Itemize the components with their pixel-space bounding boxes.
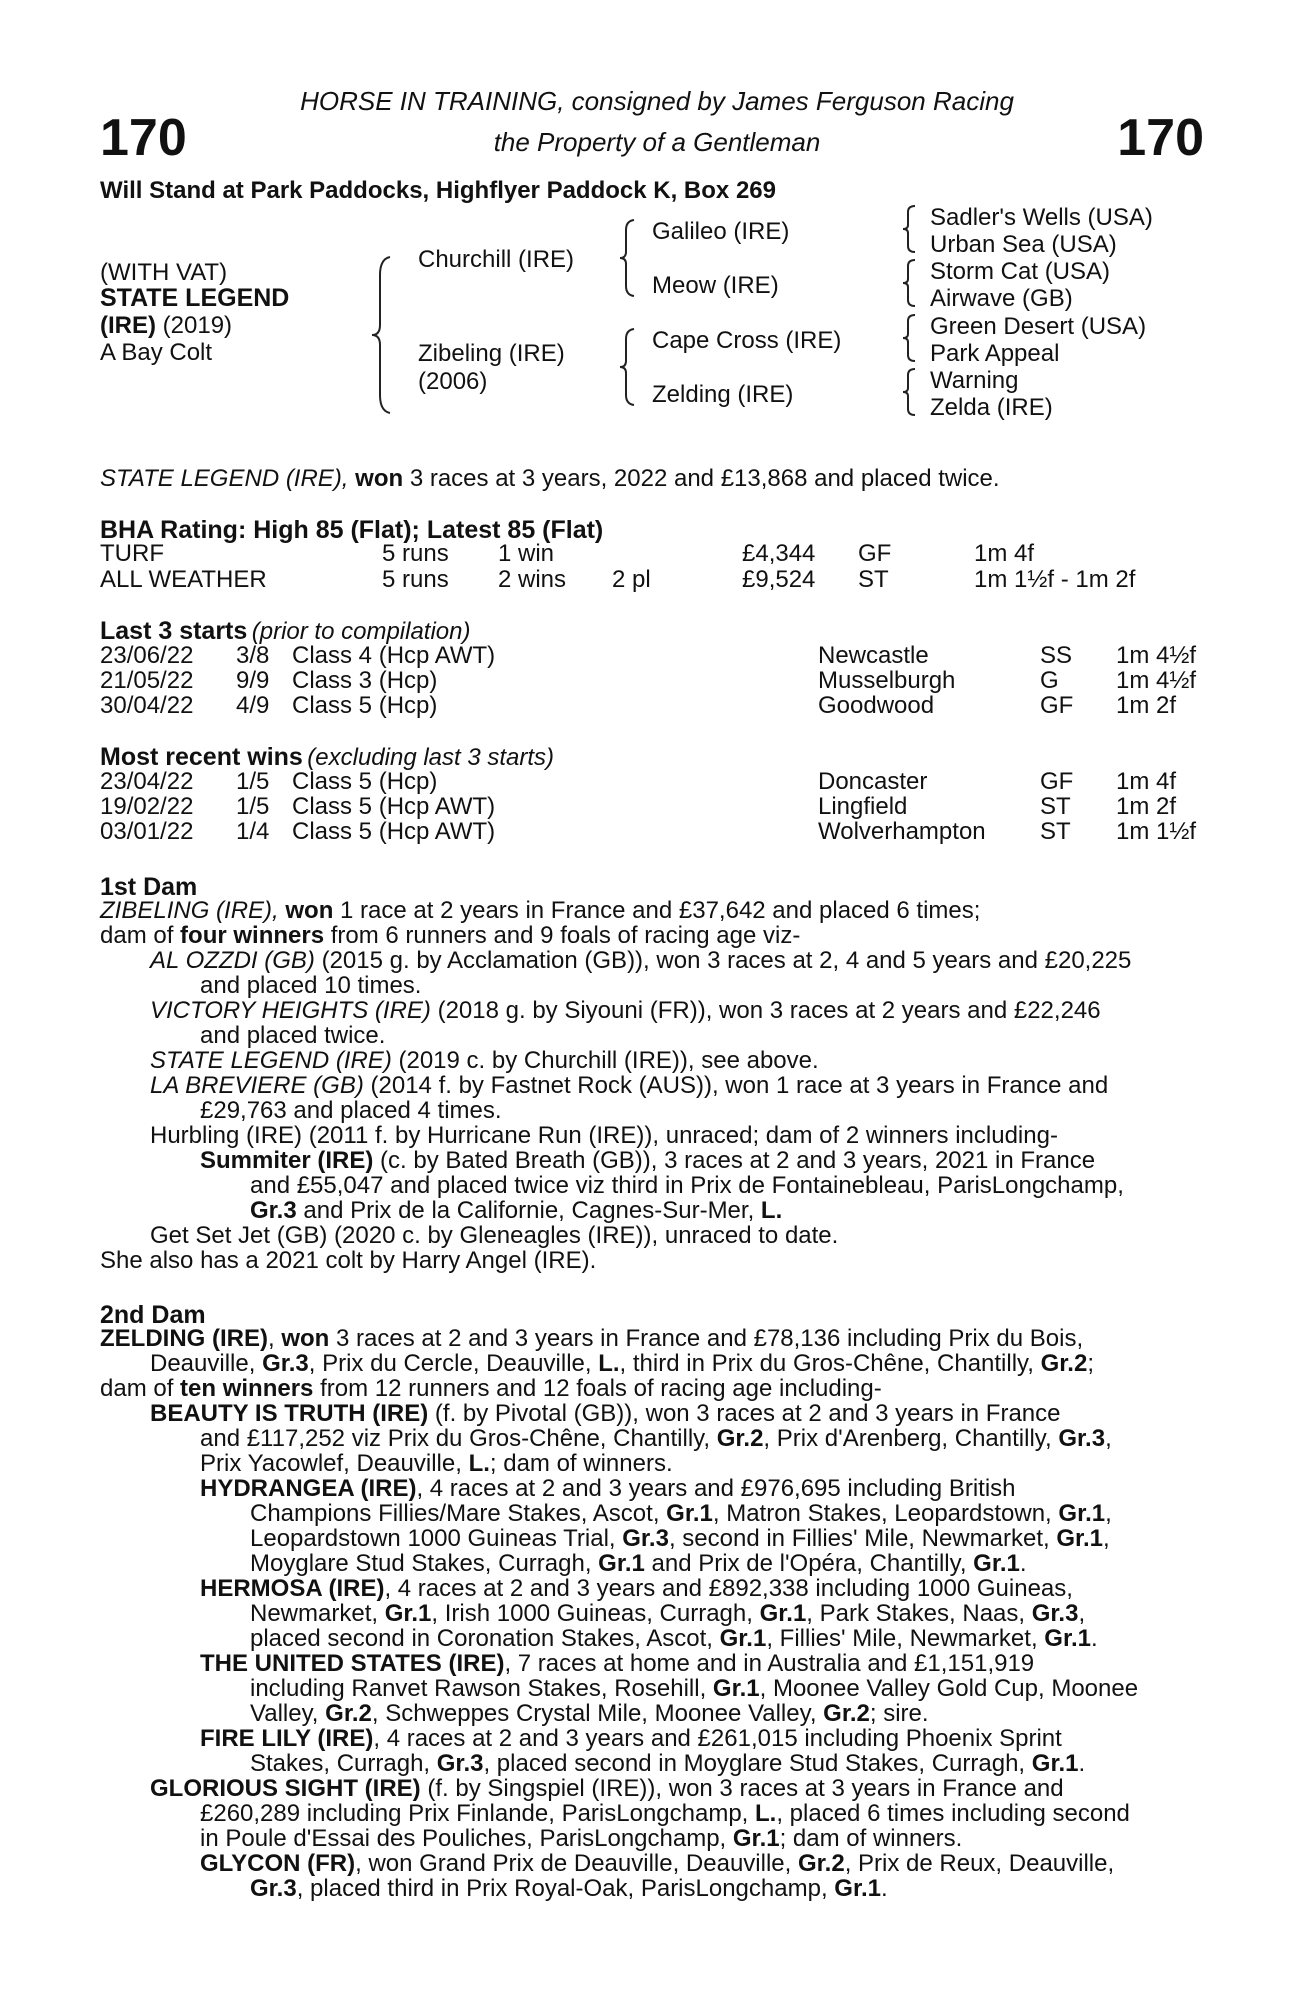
grade: Gr.1 — [1058, 1500, 1106, 1527]
race-text: , Moonee Valley Gold Cup, Moonee — [759, 1675, 1139, 1702]
start-distance: 1m 2f — [1116, 692, 1177, 719]
progeny-record: (2014 f. by Fastnet Rock (AUS)), won 1 race at 3 years in France and — [370, 1072, 1109, 1099]
progeny-line — [250, 1526, 1110, 1552]
foals-text: from 6 runners and 9 foals of racing age viz- — [330, 922, 801, 949]
progeny-line — [200, 1451, 673, 1477]
start-course: Newcastle — [818, 642, 929, 669]
race-text: Stakes, Curragh, — [250, 1750, 431, 1777]
dam: Zibeling (IRE) — [418, 340, 565, 367]
race-text: including Ranvet Rawson Stakes, Rosehill, — [250, 1675, 707, 1702]
progeny-name: VICTORY HEIGHTS (IRE) — [150, 997, 431, 1024]
progeny-line — [200, 1851, 1114, 1877]
win-class: Class 5 (Hcp AWT) — [292, 793, 496, 820]
race-text: and £117,252 viz Prix du Gros-Chêne, Chantilly, — [200, 1425, 711, 1452]
race-text: , Prix d'Arenberg, Chantilly, — [763, 1425, 1052, 1452]
second-dam-line — [100, 1376, 882, 1402]
progeny-line — [150, 1401, 1061, 1427]
win-position: 1/5 — [236, 793, 270, 820]
race-text: , Irish 1000 Guineas, Curragh, — [431, 1600, 753, 1627]
grade: Gr.3 — [1058, 1425, 1106, 1452]
start-date: 30/04/22 — [100, 692, 194, 719]
progeny-line: and placed 10 times. — [200, 972, 422, 999]
horse-name: STATE LEGEND — [100, 284, 290, 312]
punct: , — [1103, 1525, 1110, 1552]
progeny-record: (f. by Pivotal (GB)), won 3 races at 2 and 3 years in France — [434, 1400, 1061, 1427]
progeny-record: (c. by Bated Breath (GB)), 3 races at 2 and 3 years, 2021 in France — [380, 1147, 1096, 1174]
progeny-line — [250, 1751, 1085, 1777]
win-distance: 1m 2f — [1116, 793, 1177, 820]
grade: Gr.1 — [1056, 1525, 1104, 1552]
win-date: 19/02/22 — [100, 793, 194, 820]
race-text: and Prix de l'Opéra, Chantilly, — [651, 1550, 967, 1577]
summary-won: won — [355, 465, 404, 492]
progeny-line — [250, 1601, 1085, 1627]
progeny-line — [200, 1801, 1130, 1827]
start-class: Class 5 (Hcp) — [292, 692, 438, 719]
progeny-record: (2019 c. by Churchill (IRE)), see above. — [398, 1047, 819, 1074]
progeny-line — [200, 1576, 1073, 1602]
race-text: and Prix de la Californie, Cagnes-Sur-Mer, — [303, 1197, 755, 1224]
rating-distance: 1m 4f — [974, 540, 1035, 567]
winners-count: ten winners — [180, 1375, 314, 1402]
pedigree-brace-ss — [902, 204, 918, 254]
progeny-line: She also has a 2021 colt by Harry Angel (IRE). — [100, 1247, 597, 1274]
sire-sire-dam: Urban Sea (USA) — [930, 231, 1117, 258]
dam-dam: Zelding (IRE) — [652, 381, 794, 408]
race-text: Leopardstown 1000 Guineas Trial, — [250, 1525, 616, 1552]
grade: Gr.2 — [798, 1850, 845, 1877]
race-text: Champions Fillies/Mare Stakes, Ascot, — [250, 1500, 660, 1527]
punct: , — [1078, 1600, 1086, 1627]
progeny-line — [150, 1776, 1064, 1802]
win-distance: 1m 4f — [1116, 768, 1177, 795]
race-text: Newmarket, — [250, 1600, 379, 1627]
start-distance: 1m 4½f — [1116, 667, 1197, 694]
sire-sire: Galileo (IRE) — [652, 218, 790, 245]
progeny-name: GLORIOUS SIGHT (IRE) — [150, 1775, 421, 1802]
progeny-line — [200, 1651, 1034, 1677]
lot-number-left: 170 — [100, 109, 187, 167]
progeny-line — [250, 1676, 1138, 1702]
progeny-line — [250, 1626, 1098, 1652]
grade: L. — [760, 1197, 783, 1224]
start-course: Goodwood — [818, 692, 935, 719]
start-class: Class 3 (Hcp) — [292, 667, 438, 694]
winners-count: four winners — [180, 922, 325, 949]
summary-name: STATE LEGEND (IRE), — [100, 465, 349, 492]
progeny-line — [200, 1426, 1112, 1452]
grade: Gr.3 — [1031, 1600, 1079, 1627]
race-text: , Park Stakes, Naas, — [806, 1600, 1026, 1627]
dam-of-text: dam of — [100, 1375, 174, 1402]
punct: , — [1105, 1500, 1112, 1527]
horse-country-year — [100, 313, 232, 338]
punct: ; — [1087, 1350, 1094, 1377]
grade: Gr.1 — [384, 1600, 432, 1627]
rating-surface: TURF — [100, 540, 164, 567]
progeny-record: (2015 g. by Acclamation (GB)), won 3 races at 2, 4 and 5 years and £20,225 — [321, 947, 1132, 974]
dam-of-text: dam of — [100, 922, 174, 949]
start-position: 9/9 — [236, 667, 270, 694]
dam-sire-sire: Green Desert (USA) — [930, 313, 1147, 340]
won-text: won — [281, 1325, 330, 1352]
start-going: SS — [1040, 642, 1073, 669]
grade: Gr.3 — [262, 1350, 309, 1377]
dam-name: ZIBELING (IRE), — [100, 897, 279, 924]
grade: Gr.1 — [1044, 1625, 1091, 1652]
start-position: 3/8 — [236, 642, 270, 669]
pedigree-brace-ds — [902, 313, 918, 363]
summary-rest: 3 races at 3 years, 2022 and £13,868 and placed twice. — [409, 465, 1000, 492]
progeny-record: , 4 races at 2 and 3 years and £892,338 including 1000 Guineas, — [384, 1575, 1073, 1602]
rating-prize: £9,524 — [742, 566, 816, 593]
race-text: ; sire. — [869, 1700, 929, 1727]
rating-wins: 1 win — [498, 540, 555, 567]
progeny-line: and placed twice. — [200, 1022, 386, 1049]
first-dam-line — [100, 898, 980, 924]
grade: Gr.2 — [716, 1425, 764, 1452]
sire: Churchill (IRE) — [418, 246, 575, 273]
grade: Gr.1 — [712, 1675, 760, 1702]
grade: Gr.1 — [732, 1825, 780, 1852]
last3-title: Last 3 starts — [100, 617, 248, 645]
horse-year: (2019) — [162, 312, 233, 339]
progeny-name: GLYCON (FR) — [200, 1850, 356, 1877]
progeny-line — [150, 1073, 1108, 1099]
sire-sire-sire: Sadler's Wells (USA) — [930, 204, 1153, 231]
dam-dam-sire: Warning — [930, 367, 1019, 394]
grade: Gr.3 — [250, 1875, 297, 1902]
race-text: £260,289 including Prix Finlande, ParisLongchamp, — [200, 1800, 749, 1827]
win-position: 1/4 — [236, 818, 270, 845]
lot-number-right: 170 — [1117, 109, 1204, 167]
punct: . — [1019, 1550, 1027, 1577]
race-text: Moyglare Stud Stakes, Curragh, — [250, 1550, 592, 1577]
race-text: , second in Fillies' Mile, Newmarket, — [668, 1525, 1050, 1552]
grade: Gr.1 — [719, 1625, 767, 1652]
start-going: GF — [1040, 692, 1074, 719]
start-distance: 1m 4½f — [1116, 642, 1197, 669]
grade: L. — [755, 1800, 777, 1827]
progeny-line — [150, 1048, 819, 1074]
progeny-line — [200, 1148, 1095, 1174]
pedigree-brace-main — [370, 255, 394, 415]
win-class: Class 5 (Hcp AWT) — [292, 818, 496, 845]
race-text: , Matron Stakes, Leopardstown, — [712, 1500, 1052, 1527]
progeny-line — [250, 1551, 1027, 1577]
race-text: , Fillies' Mile, Newmarket, — [766, 1625, 1038, 1652]
start-position: 4/9 — [236, 692, 270, 719]
race-text: , placed 6 times including second — [776, 1800, 1130, 1827]
win-date: 03/01/22 — [100, 818, 194, 845]
foals-text: from 12 runners and 12 foals of racing age including- — [320, 1375, 882, 1402]
win-going: ST — [1040, 793, 1071, 820]
grade: Gr.1 — [598, 1550, 645, 1577]
progeny-line — [150, 948, 1131, 974]
progeny-line: Get Set Jet (GB) (2020 c. by Gleneagles (IRE)), unraced to date. — [150, 1222, 839, 1249]
rating-going: ST — [858, 566, 889, 593]
progeny-line — [250, 1701, 929, 1727]
horse-country: (IRE) — [100, 312, 156, 339]
pedigree-brace-dam — [618, 327, 638, 407]
punct: , — [1105, 1425, 1112, 1452]
win-position: 1/5 — [236, 768, 270, 795]
race-text: placed second in Coronation Stakes, Ascot, — [250, 1625, 713, 1652]
rating-places: 2 pl — [612, 566, 651, 593]
bha-rating-title: BHA Rating: High 85 (Flat); Latest 85 (Flat) — [100, 516, 604, 544]
grade: Gr.2 — [325, 1700, 372, 1727]
race-text: , third in Prix du Gros-Chêne, Chantilly, — [619, 1350, 1034, 1377]
progeny-record: , 4 races at 2 and 3 years and £976,695 including British — [416, 1475, 1016, 1502]
progeny-line — [250, 1876, 888, 1902]
race-text: , placed third in Prix Royal-Oak, ParisLongchamp, — [296, 1875, 828, 1902]
race-summary — [100, 466, 1000, 491]
stand-location: Will Stand at Park Paddocks, Highflyer Paddock K, Box 269 — [100, 177, 776, 204]
dam-record: 3 races at 2 and 3 years in France and £78,136 including Prix du Bois, — [336, 1325, 1084, 1352]
consignor-line: HORSE IN TRAINING, consigned by James Ferguson Racing — [300, 86, 1014, 116]
sire-dam-dam: Airwave (GB) — [930, 285, 1073, 312]
win-going: GF — [1040, 768, 1074, 795]
race-text: in Poule d'Essai des Pouliches, ParisLongchamp, — [200, 1825, 727, 1852]
dam-dam-dam: Zelda (IRE) — [930, 394, 1053, 421]
race-text: , Prix de Reux, Deauville, — [844, 1850, 1115, 1877]
win-going: ST — [1040, 818, 1071, 845]
race-text: , won Grand Prix de Deauville, Deauville, — [355, 1850, 792, 1877]
progeny-record: (f. by Singspiel (IRE)), won 3 races at 3 years in France and — [427, 1775, 1064, 1802]
race-text: , placed second in Moyglare Stud Stakes, Curragh, — [483, 1750, 1026, 1777]
last3-note: (prior to compilation) — [251, 618, 471, 645]
progeny-name: LA BREVIERE (GB) — [150, 1072, 364, 1099]
race-text: ; dam of winners. — [779, 1825, 963, 1852]
second-dam-line — [150, 1351, 1094, 1377]
pedigree-brace-dd — [902, 367, 918, 417]
progeny-name: HYDRANGEA (IRE) — [200, 1475, 417, 1502]
won-text: won — [285, 897, 334, 924]
first-dam-line — [100, 923, 800, 949]
rating-going: GF — [858, 540, 892, 567]
sire-dam: Meow (IRE) — [652, 272, 779, 299]
punct: . — [1078, 1750, 1086, 1777]
dam-sire-dam: Park Appeal — [930, 340, 1060, 367]
progeny-line — [250, 1198, 782, 1224]
dam-sire: Cape Cross (IRE) — [652, 327, 842, 354]
race-text: Deauville, — [150, 1350, 256, 1377]
progeny-name: STATE LEGEND (IRE) — [150, 1047, 392, 1074]
progeny-line — [200, 1726, 1062, 1752]
pedigree-brace-sire — [618, 218, 638, 298]
win-date: 23/04/22 — [100, 768, 194, 795]
progeny-line — [250, 1501, 1112, 1527]
rating-prize: £4,344 — [742, 540, 816, 567]
win-course: Doncaster — [818, 768, 928, 795]
rating-runs: 5 runs — [382, 566, 449, 593]
win-course: Lingfield — [818, 793, 908, 820]
property-line: the Property of a Gentleman — [493, 127, 821, 157]
start-course: Musselburgh — [818, 667, 956, 694]
dam-name: ZELDING (IRE) — [100, 1325, 268, 1352]
race-text: , Schweppes Crystal Mile, Moonee Valley, — [371, 1700, 817, 1727]
dam-year: (2006) — [418, 368, 488, 395]
progeny-record: , 4 races at 2 and 3 years and £261,015 including Phoenix Sprint — [373, 1725, 1062, 1752]
rating-distance: 1m 1½f - 1m 2f — [974, 566, 1136, 593]
progeny-line — [200, 1476, 1016, 1502]
pedigree-brace-sd — [902, 258, 918, 308]
progeny-line: and £55,047 and placed twice viz third in Prix de Fontainebleau, ParisLongchamp, — [250, 1172, 1124, 1199]
recent-wins-title: Most recent wins — [100, 743, 303, 771]
vat-note: (WITH VAT) — [100, 259, 228, 286]
grade: Gr.3 — [622, 1525, 669, 1552]
progeny-record: , 7 races at home and in Australia and £1,151,919 — [504, 1650, 1035, 1677]
progeny-name: AL OZZDI (GB) — [150, 947, 315, 974]
sire-dam-sire: Storm Cat (USA) — [930, 258, 1111, 285]
progeny-name: THE UNITED STATES (IRE) — [200, 1650, 505, 1677]
start-date: 21/05/22 — [100, 667, 194, 694]
start-class: Class 4 (Hcp AWT) — [292, 642, 496, 669]
grade: Gr.1 — [759, 1600, 807, 1627]
grade: Gr.2 — [1040, 1350, 1088, 1377]
start-going: G — [1040, 667, 1059, 694]
grade: L. — [468, 1450, 490, 1477]
grade: Gr.1 — [666, 1500, 713, 1527]
grade: Gr.1 — [1031, 1750, 1079, 1777]
progeny-line: £29,763 and placed 4 times. — [200, 1097, 502, 1124]
second-dam-line — [100, 1326, 1083, 1352]
grade: Gr.1 — [834, 1875, 881, 1902]
grade: Gr.2 — [823, 1700, 870, 1727]
win-distance: 1m 1½f — [1116, 818, 1197, 845]
progeny-line — [150, 998, 1101, 1024]
win-class: Class 5 (Hcp) — [292, 768, 438, 795]
race-text: ; dam of winners. — [489, 1450, 673, 1477]
grade: Gr.3 — [436, 1750, 484, 1777]
race-text: Prix Yacowlef, Deauville, — [200, 1450, 462, 1477]
punct: . — [1091, 1625, 1098, 1652]
dam-record: 1 race at 2 years in France and £37,642 and placed 6 times; — [340, 897, 981, 924]
progeny-line — [200, 1826, 962, 1852]
rating-runs: 5 runs — [382, 540, 449, 567]
horse-description: A Bay Colt — [100, 339, 213, 366]
first-dam-title: 1st Dam — [100, 873, 198, 901]
grade: L. — [598, 1350, 620, 1377]
grade: Gr.1 — [973, 1550, 1020, 1577]
second-dam-title: 2nd Dam — [100, 1301, 206, 1329]
grade: Gr.3 — [250, 1197, 297, 1224]
race-text: Valley, — [250, 1700, 319, 1727]
progeny-name: HERMOSA (IRE) — [200, 1575, 385, 1602]
progeny-name: Summiter (IRE) — [200, 1147, 374, 1174]
rating-wins: 2 wins — [498, 566, 567, 593]
punct: , — [268, 1325, 275, 1352]
rating-surface: ALL WEATHER — [100, 566, 267, 593]
progeny-record: (2018 g. by Siyouni (FR)), won 3 races at 2 years and £22,246 — [437, 997, 1101, 1024]
start-date: 23/06/22 — [100, 642, 194, 669]
progeny-line: Hurbling (IRE) (2011 f. by Hurricane Run (IRE)), unraced; dam of 2 winners including- — [150, 1122, 1058, 1149]
recent-wins-note: (excluding last 3 starts) — [307, 744, 555, 771]
punct: . — [880, 1875, 888, 1902]
progeny-name: FIRE LILY (IRE) — [200, 1725, 374, 1752]
race-text: , Prix du Cercle, Deauville, — [308, 1350, 592, 1377]
win-course: Wolverhampton — [818, 818, 986, 845]
progeny-name: BEAUTY IS TRUTH (IRE) — [150, 1400, 429, 1427]
